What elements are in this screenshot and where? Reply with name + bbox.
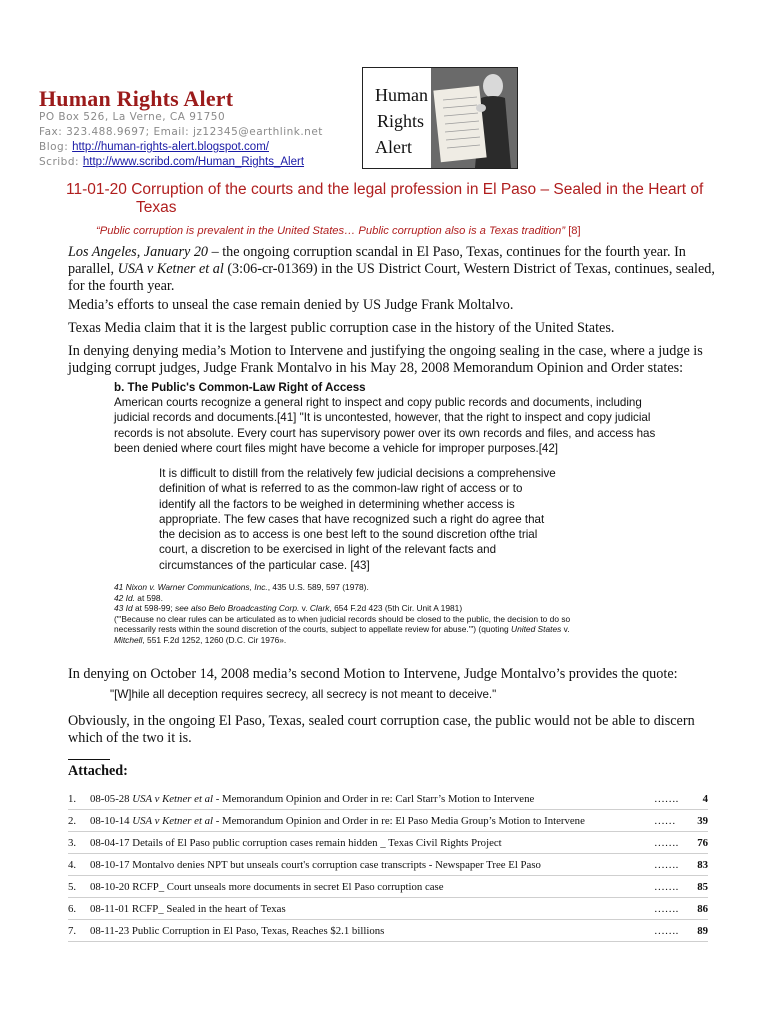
item-divider	[68, 897, 708, 898]
item-title-pre: 08-10-14	[90, 815, 133, 827]
fn41-rest: , 435 U.S. 589, 597 (1978).	[267, 582, 369, 592]
item-page: 76	[697, 837, 708, 849]
blog-label: Blog:	[39, 141, 69, 153]
item-divider	[68, 875, 708, 876]
item-leader: …….	[654, 859, 679, 871]
item-title-case: USA v Ketner et al	[132, 815, 214, 827]
item-title-pre: 08-10-20 RCFP_ Court unseals more documents in secret El Paso corruption case	[90, 881, 444, 893]
logo	[362, 67, 518, 169]
intro-text-b: (3:06-cr-01369) in the US District Court, Western District of Texas, continues, sealed, for the fourth year.	[68, 261, 715, 294]
item-leader: …….	[654, 925, 679, 937]
address: PO Box 526, La Verne, CA 91750	[39, 111, 226, 123]
fn43-i: v.	[561, 624, 570, 635]
paragraph-texas-media: Texas Media claim that it is the largest public corruption case in the history of the United States.	[68, 320, 615, 336]
fn43-g: ("'Because no clear rules can be articulated as to when judicial records should be closed to the public, the decision to do so necessarily rests within the sound discretion of the courts, subject to appellate review for abuse.'") (quoting	[114, 613, 571, 635]
attached-heading: Attached:	[68, 763, 128, 779]
dateline: Los Angeles, January 20	[68, 244, 209, 260]
brand-title: Human Rights Alert	[39, 86, 234, 111]
fn43-j: Mitchell	[114, 634, 143, 645]
fn41-cite: 41 Nixon v. Warner Communications, Inc.	[114, 582, 268, 592]
fn43-c: see also Belo Broadcasting Corp.	[175, 603, 300, 614]
paragraph-denying: In denying denying media’s Motion to Intervene and justifying the ongoing sealing in the case, where a judge is judging corrupt judges, Judge Frank Montalvo in his May 28, 2008 Memorandum Opinion and Order states:	[68, 343, 703, 376]
item-number: 3.	[68, 837, 77, 849]
eleanor-roosevelt-photo-icon	[431, 68, 517, 168]
item-title	[90, 925, 384, 937]
item-page: 86	[697, 903, 708, 915]
item-title	[90, 859, 541, 871]
attached-item[interactable]	[68, 859, 708, 875]
item-title-pre: 08-10-17 Montalvo denies NPT but unseals court's corruption case transcripts - Newspaper Tree El Paso	[90, 859, 541, 871]
fn42-rest: at 598.	[134, 592, 163, 603]
attached-item[interactable]	[68, 925, 708, 941]
item-page: 89	[697, 925, 708, 937]
item-page: 83	[697, 859, 708, 871]
attached-item[interactable]	[68, 793, 708, 809]
title-line-1: 11-01-20 Corruption of the courts and the legal profession in El Paso – Sealed in the Heart of	[66, 181, 704, 198]
memorandum-excerpt	[114, 380, 674, 456]
blog-link[interactable]: http://human-rights-alert.blogspot.com/	[72, 141, 269, 153]
paragraph-closing: Obviously, in the ongoing El Paso, Texas, sealed court corruption case, the public would not be able to discern which of the two it is.	[68, 713, 695, 746]
attached-item[interactable]	[68, 815, 708, 831]
item-number: 4.	[68, 859, 77, 871]
item-divider	[68, 853, 708, 854]
item-divider	[68, 809, 708, 810]
blog-line	[39, 140, 269, 155]
footnote-42	[114, 593, 584, 604]
scribd-line	[39, 155, 304, 170]
fn43-e: Clark	[309, 603, 330, 614]
footnote-41	[114, 582, 584, 593]
fn42-cite: 42 Id.	[114, 592, 135, 603]
logo-line-1: Human	[375, 85, 428, 105]
item-title	[90, 881, 444, 893]
fn43-cite: 43 Id	[114, 603, 133, 614]
item-page: 85	[697, 881, 708, 893]
attached-item[interactable]	[68, 903, 708, 919]
footnote-43	[114, 603, 584, 614]
logo-line-2: Rights	[377, 111, 425, 131]
item-title-pre: 08-11-23 Public Corruption in El Paso, Texas, Reaches $2.1 billions	[90, 925, 385, 937]
item-leader: …….	[654, 793, 679, 805]
fn43-h: United States	[511, 624, 562, 635]
logo-text	[375, 82, 428, 160]
item-leader: …….	[654, 881, 679, 893]
contact-line: Fax: 323.488.9697; Email: jz12345@earthlink.net	[39, 126, 323, 138]
footnote-43-quote	[114, 614, 584, 646]
excerpt-block-quote: It is difficult to distill from the relatively few judicial decisions a comprehensive definition of what is referred to as the common-law right of access or to identify all the factors to be weighed in determining whether access is appropriate. The few cases that have recognized such a right do agree that the decision as to access is one best left to the sound discretion ofthe trial court, a discretion to be exercised in light of the relevant facts and circumstances of the particular case. [43]	[159, 467, 556, 572]
item-title-post: - Memorandum Opinion and Order in re: El Paso Media Group’s Motion to Intervene	[213, 815, 585, 827]
item-leader: …….	[654, 903, 679, 915]
attached-divider	[68, 759, 110, 760]
item-divider	[68, 831, 708, 832]
scribd-link[interactable]: http://www.scribd.com/Human_Rights_Alert	[82, 156, 305, 168]
item-leader: ……	[654, 815, 676, 827]
intro-text-a: – the ongoing corruption scandal in El Paso, Texas, continues for the fourth year. In parallel,	[68, 244, 686, 277]
item-title	[90, 837, 502, 849]
item-title-post: - Memorandum Opinion and Order in re: Carl Starr’s Motion to Intervene	[213, 793, 535, 805]
attached-item[interactable]	[68, 881, 708, 897]
attached-item[interactable]	[68, 837, 708, 853]
paragraph-second-motion: In denying on October 14, 2008 media’s second Motion to Intervene, Judge Montalvo’s provides the quote:	[68, 666, 678, 682]
logo-line-3: Alert	[375, 137, 412, 157]
item-number: 5.	[68, 881, 77, 893]
fn43-f: , 654 F.2d 423 (5th Cir. Unit A 1981)	[329, 603, 463, 614]
item-title-pre: 08-11-01 RCFP_ Sealed in the heart of Texas	[90, 903, 286, 915]
scribd-label: Scribd:	[39, 156, 80, 168]
item-divider	[68, 941, 708, 942]
item-number: 7.	[68, 925, 77, 937]
item-page: 39	[697, 815, 708, 827]
intro-paragraph	[68, 244, 718, 295]
epigraph	[96, 225, 581, 237]
fn43-k: , 551 F.2d 1252, 1260 (D.C. Cir 1976».	[142, 634, 287, 645]
paragraph-media-efforts: Media’s efforts to unseal the case remain denied by US Judge Frank Moltalvo.	[68, 297, 514, 313]
fn43-d: v.	[299, 603, 310, 614]
item-number: 2.	[68, 815, 77, 827]
item-page: 4	[702, 793, 708, 805]
item-title	[90, 903, 286, 915]
title-line-2: Texas	[136, 199, 177, 216]
item-number: 1.	[68, 793, 77, 805]
document-title	[66, 181, 706, 217]
excerpt-footnotes	[114, 582, 584, 646]
montalvo-quote: "[W]hile all deception requires secrecy, all secrecy is not meant to deceive."	[110, 688, 497, 701]
item-title-pre: 08-04-17 Details of El Paso public corruption cases remain hidden _ Texas Civil Rights Project	[90, 837, 502, 849]
epigraph-ref: [8]	[568, 225, 581, 237]
item-title	[90, 815, 585, 827]
epigraph-text: “Public corruption is prevalent in the United States… Public corruption also is a Texas tradition”	[96, 225, 566, 237]
item-divider	[68, 919, 708, 920]
item-title-pre: 08-05-28	[90, 793, 133, 805]
excerpt-heading: b. The Public's Common-Law Right of Access	[114, 381, 366, 394]
item-title	[90, 793, 534, 805]
excerpt-body: American courts recognize a general right to inspect and copy public records and documents, including judicial records and documents.[41] "It is uncontested, however, that the right to inspect and copy judicial records is not absolute. Every court has supervisory power over its own records and files, and access has been denied where court files might have become a vehicle for improper purposes.[42]	[114, 396, 656, 455]
fn43-b: at 598-99;	[132, 603, 176, 614]
item-leader: …….	[654, 837, 679, 849]
case-name: USA v Ketner et al	[117, 261, 224, 277]
item-number: 6.	[68, 903, 77, 915]
item-title-case: USA v Ketner et al	[132, 793, 214, 805]
